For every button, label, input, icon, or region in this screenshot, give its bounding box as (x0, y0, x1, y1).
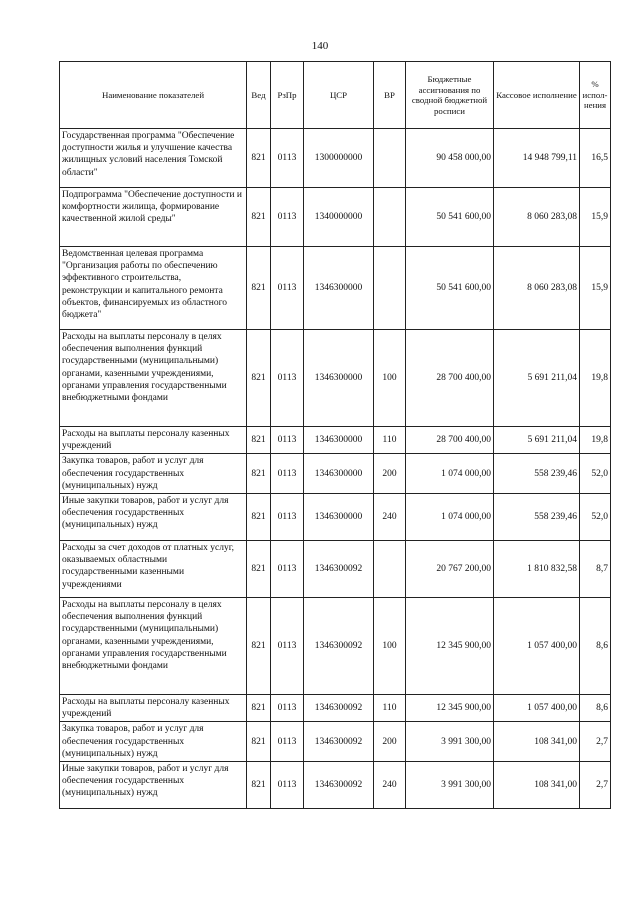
cell-assignments: 1 074 000,00 (406, 454, 494, 494)
cell-cash: 558 239,46 (494, 494, 580, 541)
cell-vr: 200 (374, 454, 406, 494)
cell-rzpr: 0113 (271, 454, 304, 494)
cell-percent: 19,8 (580, 330, 611, 427)
header-assignments: Бюджетные ассигнования по сводной бюджетной росписи (406, 62, 494, 129)
cell-csr: 1346300092 (304, 762, 374, 809)
cell-ved: 821 (247, 494, 271, 541)
cell-cash: 1 057 400,00 (494, 695, 580, 722)
cell-vr: 100 (374, 330, 406, 427)
cell-csr: 1340000000 (304, 188, 374, 247)
cell-percent: 8,6 (580, 695, 611, 722)
cell-ved: 821 (247, 247, 271, 330)
cell-cash: 1 057 400,00 (494, 598, 580, 695)
cell-csr: 1346300000 (304, 494, 374, 541)
table-row (60, 247, 611, 330)
cell-rzpr: 0113 (271, 427, 304, 454)
cell-percent: 2,7 (580, 722, 611, 762)
cell-assignments: 50 541 600,00 (406, 247, 494, 330)
cell-cash: 8 060 283,08 (494, 247, 580, 330)
cell-rzpr: 0113 (271, 695, 304, 722)
cell-cash: 558 239,46 (494, 454, 580, 494)
cell-csr: 1346300092 (304, 695, 374, 722)
cell-csr: 1346300092 (304, 722, 374, 762)
cell-ved: 821 (247, 454, 271, 494)
table-row (60, 598, 611, 695)
header-name: Наименование показателей (60, 62, 247, 129)
cell-ved: 821 (247, 722, 271, 762)
cell-cash: 108 341,00 (494, 762, 580, 809)
cell-name: Государственная программа "Обеспечение доступности жилья и улучшение качества жилищных условий населения Томской области" (60, 129, 247, 188)
table-row (60, 427, 611, 454)
cell-csr: 1346300000 (304, 454, 374, 494)
cell-ved: 821 (247, 330, 271, 427)
header-ved: Вед (247, 62, 271, 129)
cell-name: Подпрограмма "Обеспечение доступности и комфортности жилища, формирование качественной жилой среды" (60, 188, 247, 247)
table-row (60, 129, 611, 188)
cell-rzpr: 0113 (271, 129, 304, 188)
cell-name: Расходы за счет доходов от платных услуг, оказываемых областными государственными казенными учреждениями (60, 541, 247, 598)
cell-csr: 1346300000 (304, 427, 374, 454)
cell-ved: 821 (247, 188, 271, 247)
cell-cash: 5 691 211,04 (494, 330, 580, 427)
table-row (60, 454, 611, 494)
table-row (60, 762, 611, 809)
cell-rzpr: 0113 (271, 330, 304, 427)
cell-rzpr: 0113 (271, 541, 304, 598)
cell-percent: 8,6 (580, 598, 611, 695)
cell-assignments: 50 541 600,00 (406, 188, 494, 247)
cell-percent: 2,7 (580, 762, 611, 809)
cell-csr: 1346300000 (304, 330, 374, 427)
cell-ved: 821 (247, 427, 271, 454)
cell-name: Иные закупки товаров, работ и услуг для обеспечения государственных (муниципальных) нужд (60, 762, 247, 809)
cell-csr: 1346300092 (304, 598, 374, 695)
cell-name: Расходы на выплаты персоналу казенных учреждений (60, 695, 247, 722)
cell-ved: 821 (247, 598, 271, 695)
cell-percent: 52,0 (580, 454, 611, 494)
cell-rzpr: 0113 (271, 722, 304, 762)
cell-vr (374, 188, 406, 247)
budget-table (59, 61, 611, 809)
cell-vr: 240 (374, 762, 406, 809)
cell-cash: 5 691 211,04 (494, 427, 580, 454)
cell-vr: 110 (374, 427, 406, 454)
cell-ved: 821 (247, 762, 271, 809)
cell-csr: 1300000000 (304, 129, 374, 188)
cell-vr: 100 (374, 598, 406, 695)
cell-ved: 821 (247, 695, 271, 722)
header-percent: % испол-нения (580, 62, 611, 129)
cell-name: Закупка товаров, работ и услуг для обеспечения государственных (муниципальных) нужд (60, 454, 247, 494)
cell-percent: 52,0 (580, 494, 611, 541)
cell-rzpr: 0113 (271, 494, 304, 541)
cell-vr: 110 (374, 695, 406, 722)
cell-rzpr: 0113 (271, 247, 304, 330)
cell-assignments: 1 074 000,00 (406, 494, 494, 541)
cell-percent: 16,5 (580, 129, 611, 188)
table-row (60, 722, 611, 762)
cell-vr (374, 247, 406, 330)
cell-cash: 14 948 799,11 (494, 129, 580, 188)
table-row (60, 695, 611, 722)
cell-ved: 821 (247, 129, 271, 188)
header-vr: ВР (374, 62, 406, 129)
cell-assignments: 28 700 400,00 (406, 330, 494, 427)
table-header-row (60, 62, 611, 129)
header-rzpr: РзПр (271, 62, 304, 129)
cell-vr: 240 (374, 494, 406, 541)
cell-cash: 108 341,00 (494, 722, 580, 762)
cell-name: Иные закупки товаров, работ и услуг для обеспечения государственных (муниципальных) нужд (60, 494, 247, 541)
table-row (60, 188, 611, 247)
cell-assignments: 90 458 000,00 (406, 129, 494, 188)
cell-rzpr: 0113 (271, 188, 304, 247)
cell-vr: 200 (374, 722, 406, 762)
cell-cash: 8 060 283,08 (494, 188, 580, 247)
cell-cash: 1 810 832,58 (494, 541, 580, 598)
cell-ved: 821 (247, 541, 271, 598)
cell-assignments: 12 345 900,00 (406, 695, 494, 722)
header-cash: Кассовое исполнение (494, 62, 580, 129)
header-csr: ЦСР (304, 62, 374, 129)
cell-assignments: 3 991 300,00 (406, 762, 494, 809)
cell-name: Расходы на выплаты персоналу в целях обеспечения выполнения функций государственными (муниципальными) органами, казенными учреждениями, органами управления государственными внебюджетными фондами (60, 598, 247, 695)
cell-assignments: 12 345 900,00 (406, 598, 494, 695)
cell-assignments: 3 991 300,00 (406, 722, 494, 762)
cell-percent: 15,9 (580, 247, 611, 330)
cell-assignments: 28 700 400,00 (406, 427, 494, 454)
cell-vr (374, 129, 406, 188)
cell-rzpr: 0113 (271, 762, 304, 809)
page-number: 140 (311, 40, 329, 52)
cell-name: Ведомственная целевая программа "Организация работы по обеспечению эффективного строительства, реконструкции и капитального ремонта объектов, финансируемых из областного бюджета" (60, 247, 247, 330)
cell-percent: 19,8 (580, 427, 611, 454)
cell-name: Расходы на выплаты персоналу в целях обеспечения выполнения функций государственными (муниципальными) органами, казенными учреждениями, органами управления государственными внебюджетными фондами (60, 330, 247, 427)
cell-percent: 8,7 (580, 541, 611, 598)
cell-vr (374, 541, 406, 598)
cell-name: Закупка товаров, работ и услуг для обеспечения государственных (муниципальных) нужд (60, 722, 247, 762)
table-row (60, 330, 611, 427)
cell-name: Расходы на выплаты персоналу казенных учреждений (60, 427, 247, 454)
cell-csr: 1346300000 (304, 247, 374, 330)
table-row (60, 541, 611, 598)
cell-csr: 1346300092 (304, 541, 374, 598)
cell-assignments: 20 767 200,00 (406, 541, 494, 598)
table-row (60, 494, 611, 541)
cell-percent: 15,9 (580, 188, 611, 247)
cell-rzpr: 0113 (271, 598, 304, 695)
